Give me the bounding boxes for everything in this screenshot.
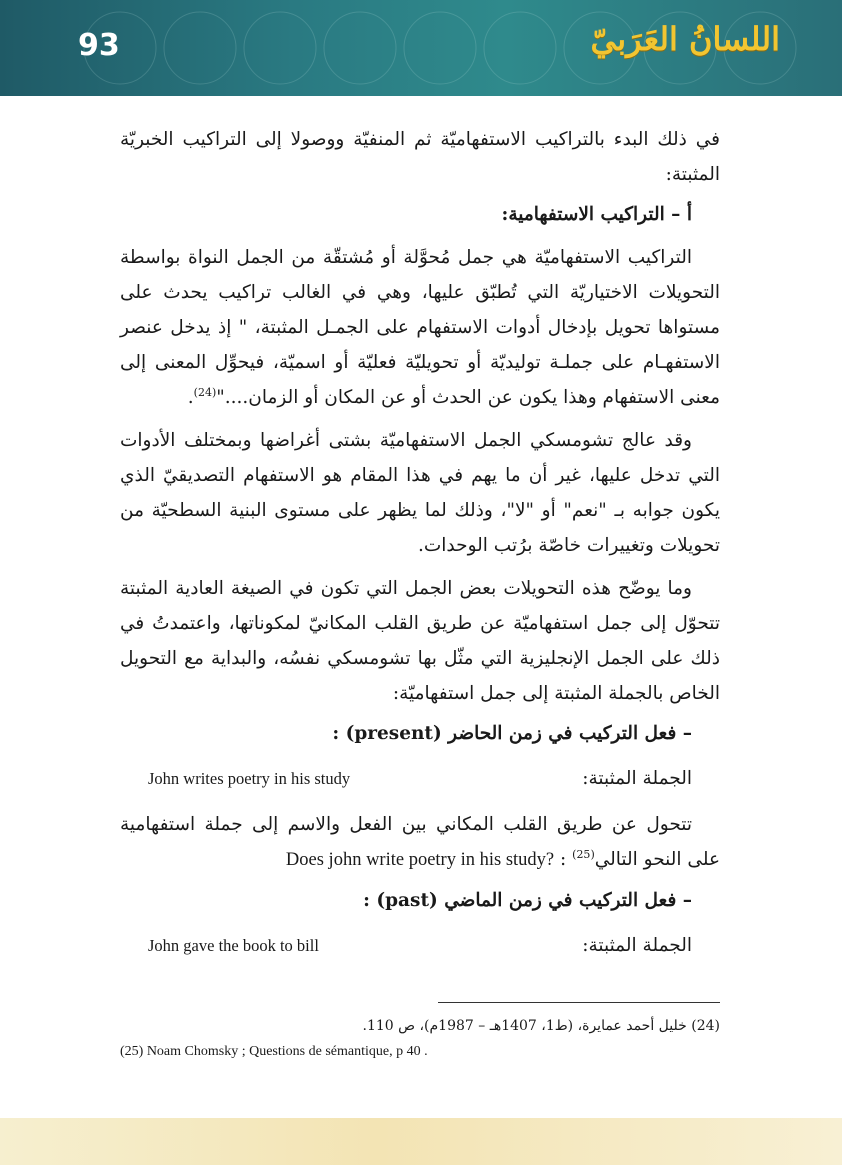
page-footer-band bbox=[0, 1118, 842, 1165]
affirmative-sentence-label-past: الجملة المثبتة: bbox=[582, 935, 692, 956]
page-number: 93 bbox=[78, 28, 120, 63]
past-example-sentence: John gave the book to bill bbox=[148, 936, 319, 955]
intro-paragraph: في ذلك البدء بالتراكيب الاستفهاميّة ثم المنفيّة ووصولا إلى التراكيب الخبريّة المثبتة: bbox=[120, 129, 720, 185]
past-tense-heading: – فعل التركيب في زمن الماضي (past) : bbox=[363, 890, 692, 911]
journal-logo: اللسانُ العَرَبيّ bbox=[590, 20, 780, 58]
transform-colon: : bbox=[560, 849, 567, 870]
paragraph-definition: التراكيب الاستفهاميّة هي جمل مُحوَّلة أو مُشتقّة من الجمل النواة بواسطة التحويلات الاختياريّة التي تُطبّق عليها، وهي في الغالب تراكيب يحدث على مستواها تحويل بإدخال أدوات الاستفهام على الجمـل المثبتة، " إذ يدخل عنصر الاستفهـام على جملـة توليديّة أو تحويليّة فعليّة أو اسميّة، فيحوِّل المعنى إلى معنى الاستفهام وهذا يكون عن الحدث أو عن المكان أو الزمان...."$^{(24)}$. bbox=[120, 247, 720, 408]
footnote-ref-24[interactable]: (24) bbox=[193, 385, 217, 399]
transform-text: تتحول عن طريق القلب المكاني بين الفعل والاسم إلى جملة استفهامية على النحو التالي bbox=[120, 814, 720, 870]
article-body bbox=[120, 122, 720, 974]
section-heading: أ – التراكيب الاستفهامية: bbox=[501, 204, 692, 225]
paragraph-question-transform bbox=[120, 807, 720, 878]
paragraph-transformations: وما يوضّح هذه التحويلات بعض الجمل التي تكون في الصيغة العادية المثبتة تتحوّل إلى جمل استفهاميّة عن طريق القلب المكانيّ لمكوناتها، واعتمدتُ في ذلك على الجمل الإنجليزية التي مثّل بها تشومسكي نفسُه، والبداية مع التحويل الخاص بالجملة المثبتة إلى جمل استفهاميّة: bbox=[120, 578, 720, 704]
paragraph-chomsky: وقد عالج تشومسكي الجمل الاستفهاميّة بشتى أغراضها وبمختلف الأدوات التي تدخل عليها، غير أن ما يهم في هذا المقام هو الاستفهام التصديقيّ الذي يكون جوابه بـ "نعم" أو "لا"، وذلك لما يظهر على مستوى البنية السطحيّة من تحويلات وتغييرات خاصّة برُتب الوحدات. bbox=[120, 430, 720, 556]
paragraph-definition-text: التراكيب الاستفهاميّة هي جمل مُحوَّلة أو مُشتقّة من الجمل النواة بواسطة التحويلات الاختياريّة التي تُطبّق عليها، وهي في الغالب تراكيب يحدث على مستواها تحويل بإدخال أدوات الاستفهام على الجمـل المثبتة، " إذ يدخل عنصر الاستفهـام على جملـة توليديّة أو تحويليّة فعليّة أو اسميّة، فيحوِّل المعنى إلى معنى الاستفهام وهذا يكون عن الحدث أو عن المكان أو الزمان...." bbox=[120, 247, 720, 408]
footnote-ref-25[interactable]: (25) bbox=[572, 847, 595, 861]
past-example-row bbox=[120, 926, 720, 966]
footnote-divider bbox=[438, 1002, 720, 1003]
footnote-24: (24) خليل أحمد عمايرة، (ط1، 1407هـ – 1987م)، ص 110. bbox=[362, 1018, 720, 1034]
footnote-25: (25) Noam Chomsky ; Questions de sémantique, p 40 . bbox=[120, 1044, 428, 1059]
present-example-sentence: John writes poetry in his study bbox=[148, 769, 351, 788]
affirmative-sentence-label: الجملة المثبتة: bbox=[582, 768, 692, 789]
present-example-row bbox=[120, 759, 720, 799]
page-header bbox=[0, 0, 842, 96]
question-example-sentence: Does john write poetry in his study? bbox=[285, 850, 555, 870]
present-tense-heading: – فعل التركيب في زمن الحاضر (present) : bbox=[332, 723, 692, 744]
